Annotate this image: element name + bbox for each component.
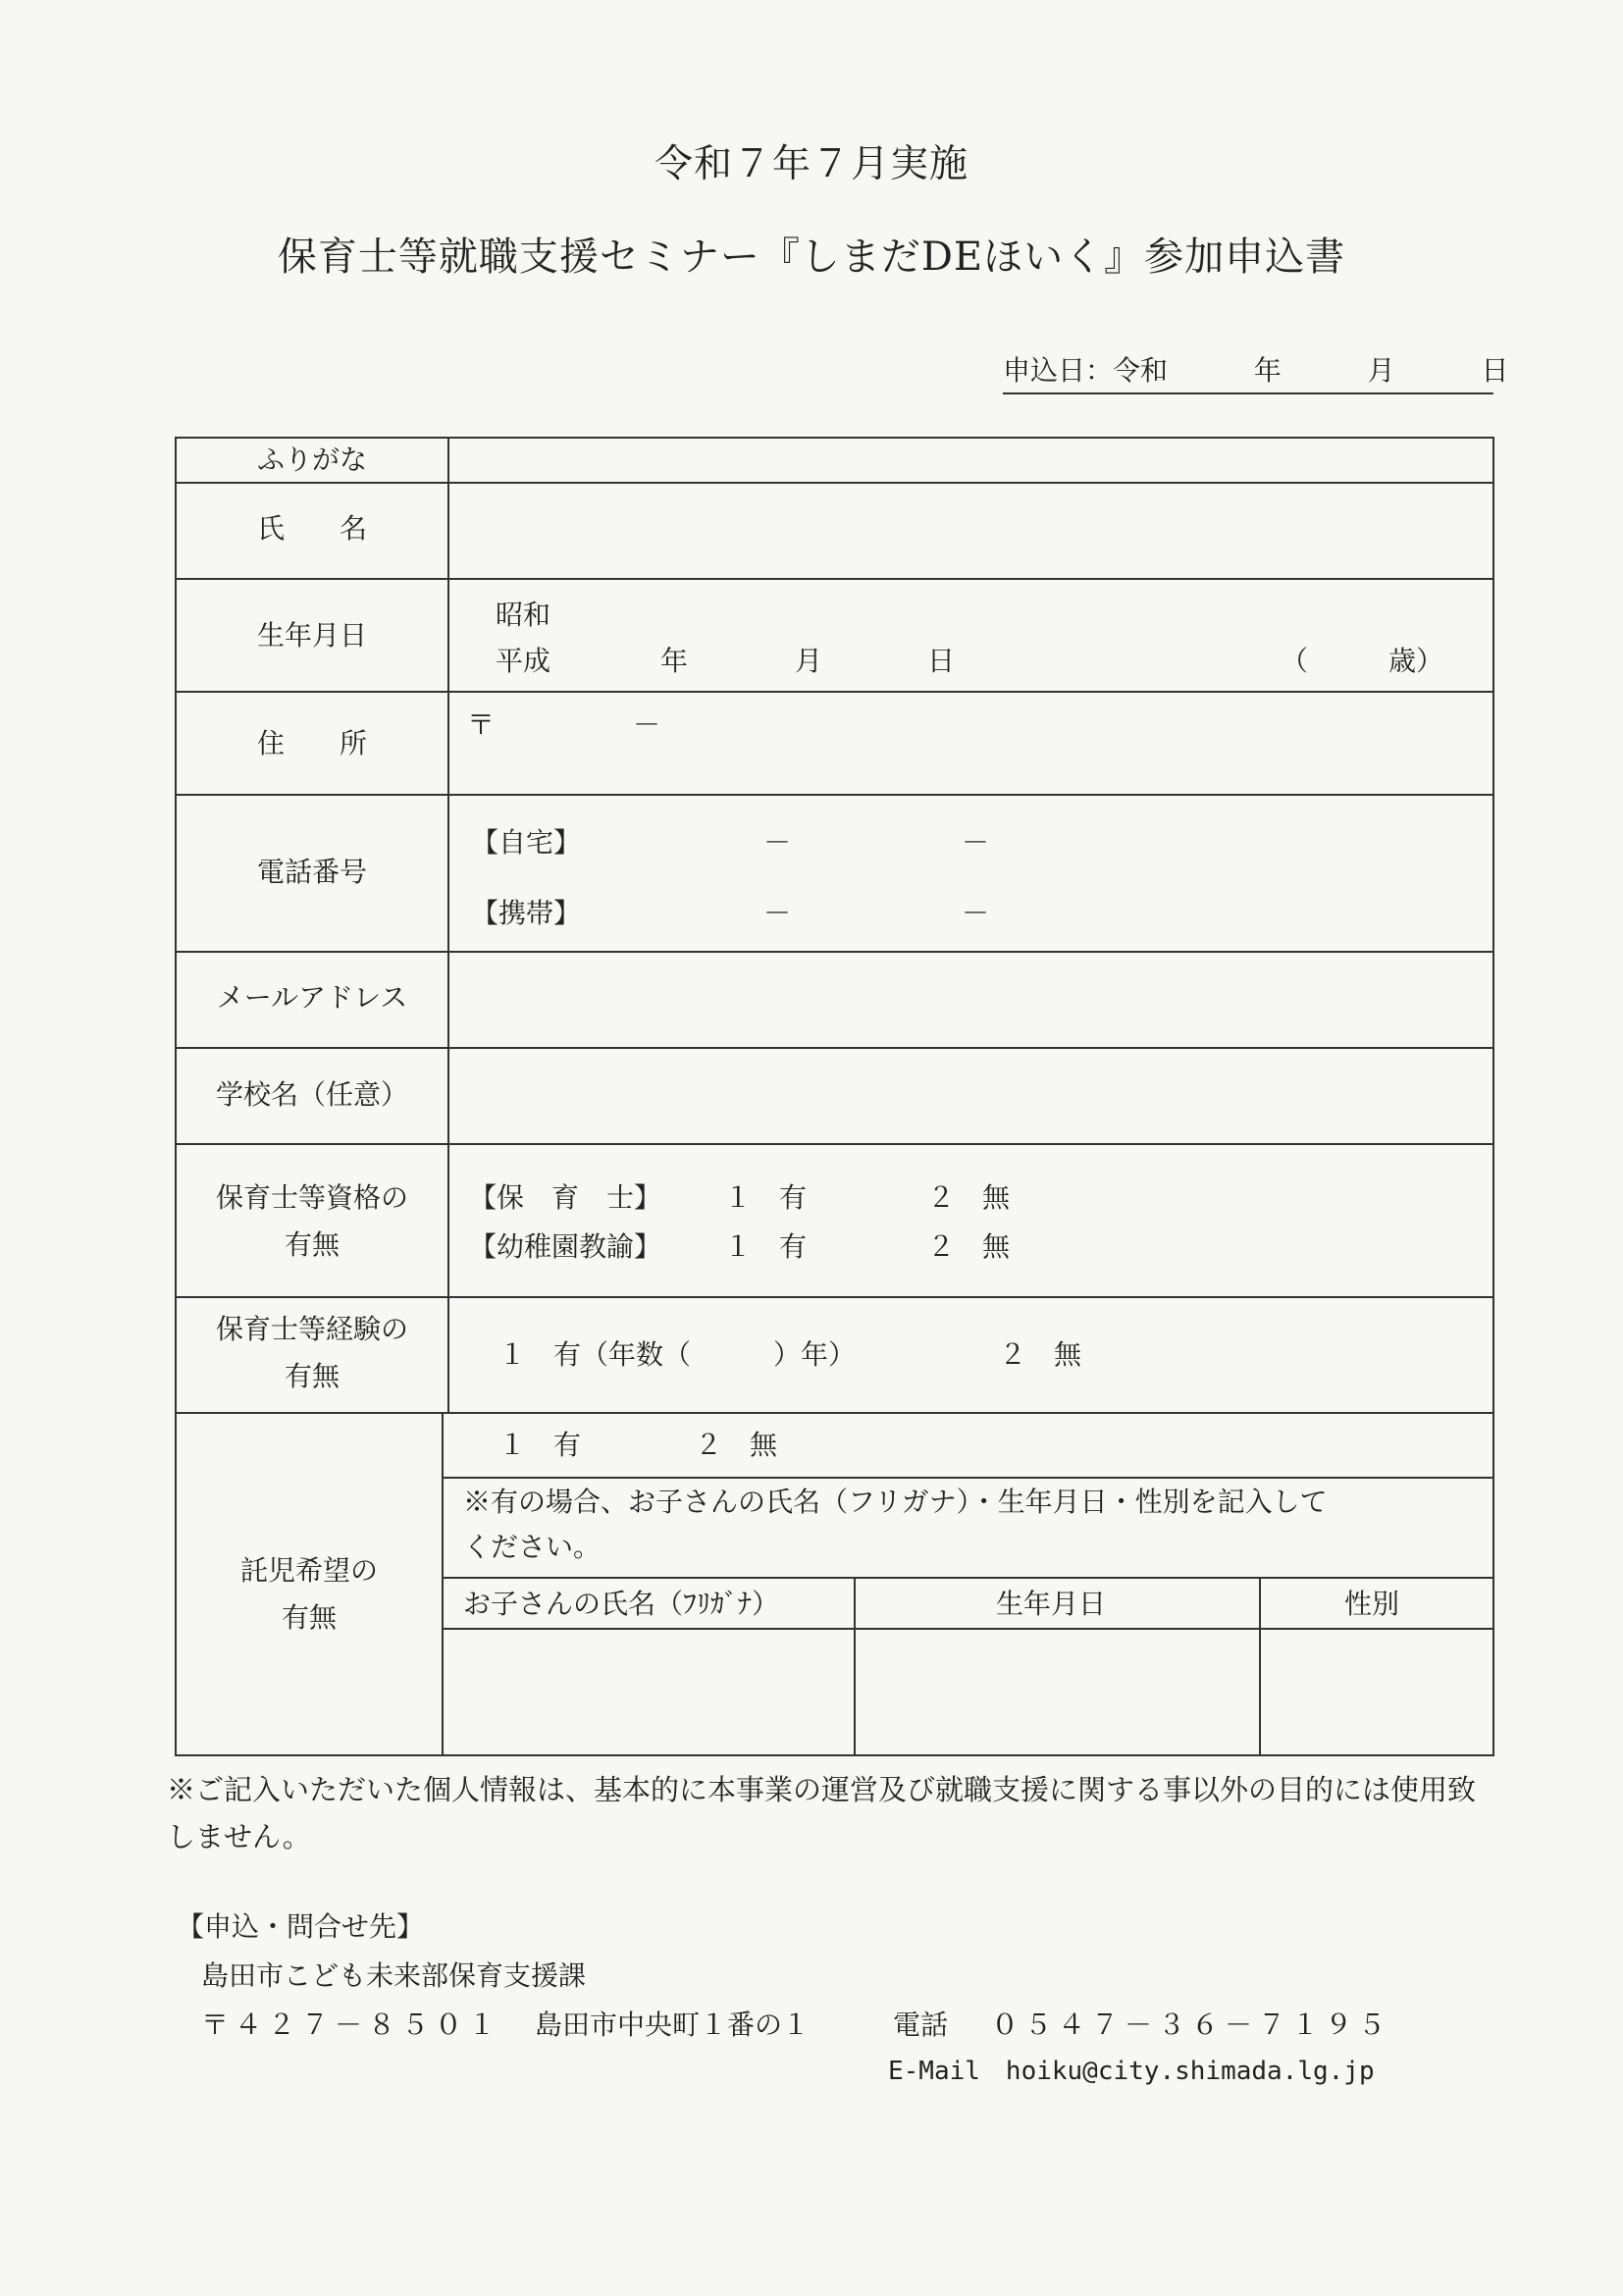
column-divider (1259, 1577, 1261, 1754)
qual-kyoyu-no[interactable]: ２ 無 (927, 1230, 1011, 1263)
row-divider (177, 1412, 1492, 1414)
age-label: 歳） (1388, 645, 1444, 677)
row-divider (177, 1143, 1492, 1145)
document-title: 保育士等就職支援セミナー『しまだDEほいく』参加申込書 (277, 235, 1346, 280)
qual-kyoyu-yes[interactable]: １ 有 (724, 1230, 808, 1263)
child-name-header: お子さんの氏名（ﾌﾘｶﾞﾅ） (463, 1588, 780, 1620)
date-month-label: 月 (1367, 354, 1395, 387)
qual-hoikushi-yes[interactable]: １ 有 (724, 1181, 808, 1214)
birthdate-label: 生年月日 (256, 619, 367, 652)
date-prefix: 申込日：令和 (1003, 354, 1169, 387)
contact-tel-label: 電話 (893, 2009, 949, 2041)
child-name-input[interactable] (445, 1630, 852, 1752)
column-divider (854, 1577, 856, 1754)
postal-mark: 〒 (467, 708, 496, 741)
name-label: 氏 名 (256, 512, 367, 545)
qualification-label: 保育士等資格の (215, 1181, 408, 1214)
row-divider (444, 1477, 1492, 1479)
childcare-label: 託児希望の (239, 1554, 378, 1587)
phone-mobile-dash: － (962, 897, 990, 929)
column-divider (447, 439, 449, 1412)
date-day-label: 日 (1481, 354, 1509, 387)
qual-hoikushi-label: 【保 育 士】 (469, 1181, 662, 1214)
contact-email[interactable]: E-Mail hoiku@city.shimada.lg.jp (888, 2057, 1375, 2086)
application-date (1003, 349, 1509, 394)
birth-month-label: 月 (795, 645, 823, 677)
childcare-note-2: ください。 (463, 1531, 602, 1563)
qualification-label-2: 有無 (284, 1228, 340, 1261)
column-divider (442, 1412, 444, 1754)
child-sex-header: 性別 (1344, 1588, 1400, 1620)
row-divider (177, 691, 1492, 693)
contact-postal: 〒４２７－８５０１ (201, 2009, 502, 2041)
phone-mobile-label: 【携帯】 (471, 897, 582, 929)
childcare-label-2: 有無 (281, 1601, 337, 1634)
furigana-label: ふりがな (256, 444, 367, 476)
experience-label: 保育士等経験の (215, 1313, 408, 1345)
postal-dash: － (633, 708, 661, 741)
school-label: 学校名（任意） (215, 1078, 408, 1111)
child-birth-input[interactable] (858, 1630, 1257, 1752)
child-birth-header: 生年月日 (996, 1588, 1107, 1620)
row-divider (177, 1296, 1492, 1298)
school-input[interactable] (451, 1049, 1491, 1141)
birth-era-heisei[interactable]: 平成 (496, 645, 551, 677)
child-sex-input[interactable] (1263, 1630, 1491, 1752)
application-form (175, 437, 1494, 1756)
row-divider (177, 794, 1492, 796)
phone-home-label: 【自宅】 (471, 826, 582, 859)
contact-department: 島田市こども未来部保育支援課 (201, 1959, 587, 1992)
childcare-no[interactable]: ２ 無 (695, 1429, 778, 1461)
qual-kyoyu-label: 【幼稚園教諭】 (469, 1230, 662, 1263)
phone-home-dash: － (962, 826, 990, 859)
contact-address: 島田市中央町１番の１ (535, 2009, 811, 2041)
birth-year-label: 年 (660, 645, 689, 677)
email-label: メールアドレス (216, 981, 408, 1014)
experience-yes[interactable]: １ 有（年数（ ）年） (498, 1338, 857, 1371)
row-divider (177, 578, 1492, 580)
row-divider (444, 1577, 1492, 1579)
phone-label: 電話番号 (256, 856, 367, 888)
birth-day-label: 日 (927, 645, 956, 677)
age-open-paren: （ (1281, 645, 1309, 677)
privacy-notice: ※ご記入いただいた個人情報は、基本的に本事業の運営及び就職支援に関する事以外の目的には使用致しません。 (167, 1773, 1477, 1853)
date-year-label: 年 (1253, 354, 1282, 387)
experience-no[interactable]: ２ 無 (999, 1338, 1082, 1371)
qual-hoikushi-no[interactable]: ２ 無 (927, 1181, 1011, 1214)
phone-mobile-dash: － (763, 897, 792, 929)
email-input[interactable] (451, 953, 1491, 1045)
phone-home-dash: － (763, 826, 792, 859)
childcare-yes[interactable]: １ 有 (498, 1429, 582, 1461)
name-input[interactable] (451, 484, 1491, 576)
contact-tel: ０５４７－３６－７１９５ (991, 2009, 1392, 2041)
furigana-input[interactable] (451, 439, 1491, 480)
address-label: 住 所 (256, 727, 367, 759)
childcare-note: ※有の場合、お子さんの氏名（フリガナ）・生年月日・性別を記入して (463, 1486, 1328, 1518)
birth-era-showa[interactable]: 昭和 (496, 599, 551, 631)
experience-label-2: 有無 (284, 1360, 340, 1392)
contact-heading: 【申込・問合せ先】 (177, 1910, 425, 1943)
document-subtitle: 令和７年７月実施 (654, 142, 969, 186)
